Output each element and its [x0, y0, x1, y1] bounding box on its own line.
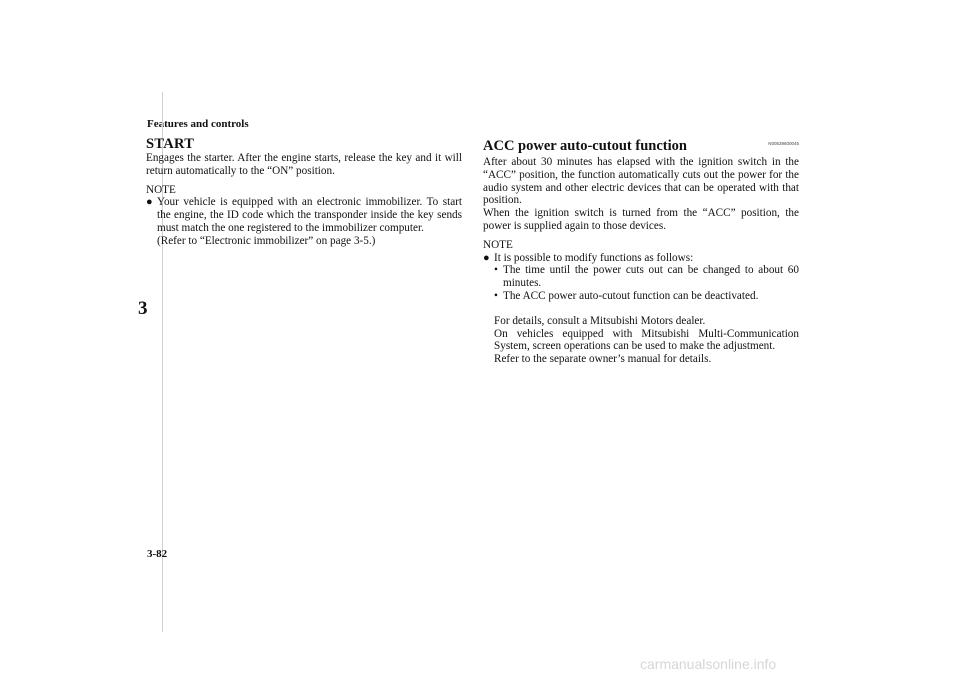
sub-bullet-icon: •: [494, 289, 498, 302]
chapter-number: 3: [138, 298, 148, 319]
acc-para-2: When the ignition switch is turned from the “ACC” position, the power is supplied again to those devices.: [483, 207, 799, 232]
sub-bullet-icon: •: [494, 264, 498, 277]
sub-item-text: The ACC power auto-cutout function can be deactivated.: [503, 289, 759, 302]
spacer: [483, 303, 799, 315]
right-column: [483, 136, 799, 366]
sub-item: [494, 290, 799, 303]
note-bullet: [146, 196, 462, 234]
detail-text: Refer to the separate owner’s manual for details.: [494, 353, 712, 366]
page-number: 3-82: [147, 548, 168, 560]
section-header: Features and controls: [147, 118, 249, 130]
note-bullet: [483, 252, 799, 265]
detail-text: On vehicles equipped with Mitsubishi Multi-Communication System, screen operations can be used to make the adjustment.: [494, 327, 799, 353]
bullet-text: Your vehicle is equipped with an electronic immobilizer. To start the engine, the ID code which the transponder inside the key sends must match the one registered to the immobilizer computer.: [157, 196, 462, 234]
sub-item-text: The time until the power cuts out can be changed to about 60 minutes.: [503, 264, 799, 290]
start-body: Engages the starter. After the engine starts, release the key and it will return automatically to the “ON” position.: [146, 152, 462, 177]
reference-text: (Refer to “Electronic immobilizer” on page 3-5.): [157, 234, 376, 247]
acc-heading-row: [483, 136, 799, 154]
note-label: NOTE: [483, 238, 513, 251]
bullet-icon: ●: [146, 196, 153, 209]
acc-heading: ACC power auto-cutout function: [483, 138, 687, 154]
bullet-icon: ●: [483, 251, 490, 264]
note-label: NOTE: [146, 183, 176, 196]
left-column: [146, 136, 462, 248]
acc-para-1: After about 30 minutes has elapsed with the ignition switch in the “ACC” position, the function automatically cuts out the power for the audio system and other electric devices that can be operated with that position.: [483, 156, 799, 207]
watermark: carmanualsonline.info: [640, 656, 777, 672]
start-heading: START: [146, 136, 195, 152]
detail-text: For details, consult a Mitsubishi Motors dealer.: [494, 314, 706, 327]
sub-item: [494, 264, 799, 290]
doc-code: N00539600045: [768, 141, 799, 146]
bullet-text: It is possible to modify functions as follows:: [494, 251, 694, 264]
